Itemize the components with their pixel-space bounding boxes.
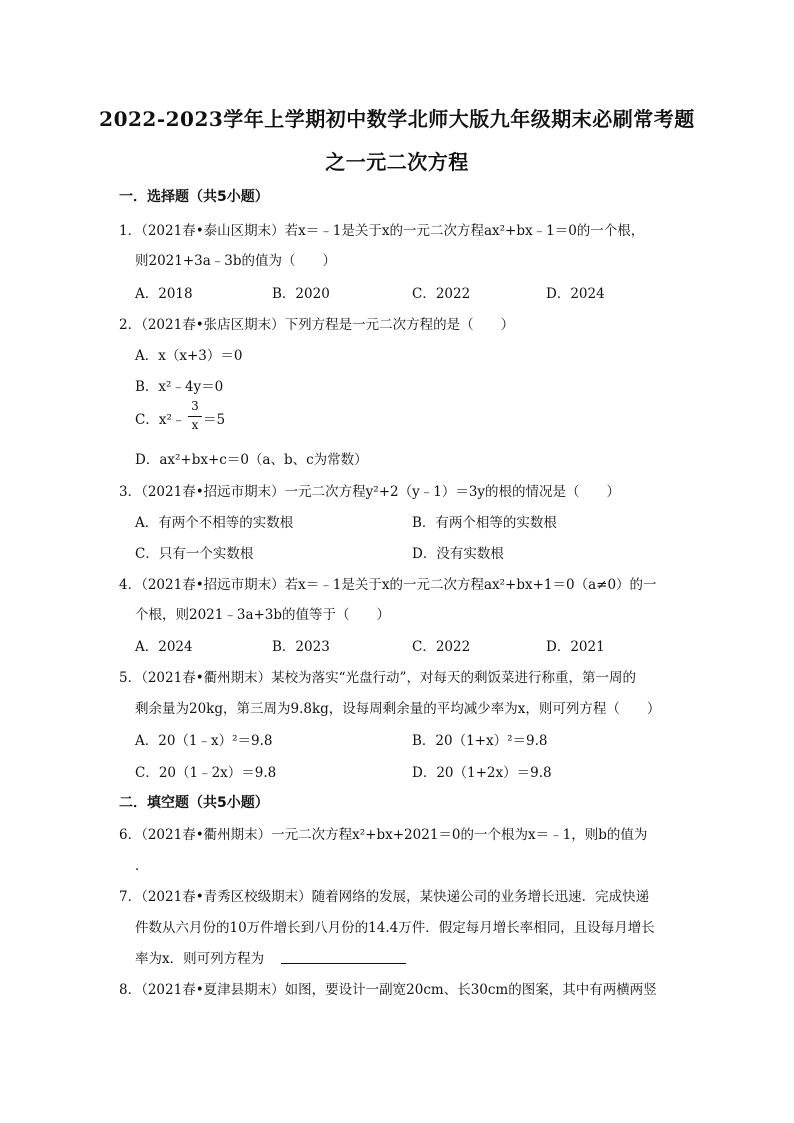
question-5-option-d: D．20（1+2x）＝9.8 <box>412 765 552 781</box>
question-4-option-c: C．2022 <box>412 639 471 655</box>
question-5-option-b: B．20（1+x）²＝9.8 <box>412 733 548 749</box>
document-title-line2: 之一元二次方程 <box>325 150 469 174</box>
question-2-option-c-prefix: C．x²﹣ <box>135 412 186 428</box>
question-2-option-a: A．x（x+3）＝0 <box>135 348 243 364</box>
question-2-fraction-denominator: x <box>191 418 199 432</box>
question-1-option-b: B．2020 <box>272 286 330 302</box>
question-2-option-c-suffix: ＝5 <box>203 412 226 428</box>
question-3-option-a: A．有两个不相等的实数根 <box>135 515 294 531</box>
question-5-option-c: C．20（1﹣2x）＝9.8 <box>135 765 277 781</box>
question-1-option-c: C．2022 <box>412 286 471 302</box>
question-1-option-d: D．2024 <box>546 286 605 302</box>
question-1-line1: 1．（2021春•泰山区期末）若x＝﹣1是关于x的一元二次方程ax²+bx﹣1＝0的一个根， <box>119 223 645 239</box>
question-3-option-d: D．没有实数根 <box>412 546 504 562</box>
question-6-line1: 6．（2021春•衢州期末）一元二次方程x²+bx+2021＝0的一个根为x＝﹣1，则b的值为 <box>119 827 648 843</box>
question-2-fraction-bar <box>188 416 202 417</box>
question-7-line3: 率为x．则可列方程为 <box>135 951 265 967</box>
question-5-line2: 剩余量为20kg，第三周为9.8kg，设每周剩余量的平均减少率为x，则可列方程（ ） <box>135 701 661 717</box>
question-3-option-b: B．有两个相等的实数根 <box>412 515 557 531</box>
question-3-line1: 3．（2021春•招远市期末）一元二次方程y²+2（y﹣1）＝3y的根的情况是（ ） <box>119 484 621 500</box>
question-2-line1: 2．（2021春•张店区期末）下列方程是一元二次方程的是（ ） <box>119 317 515 333</box>
question-4-option-b: B．2023 <box>272 639 330 655</box>
question-8-line1: 8．（2021春•夏津县期末）如图，要设计一副宽20cm、长30cm的图案，其中有两横两竖 <box>119 982 657 998</box>
question-7-line1: 7．（2021春•青秀区校级期末）随着网络的发展，某快递公司的业务增长迅速．完成快递 <box>119 889 650 905</box>
question-1-option-a: A．2018 <box>135 286 193 302</box>
question-4-line2: 个根，则2021﹣3a+3b的值等于（ ） <box>135 607 391 623</box>
question-4-option-a: A．2024 <box>135 639 193 655</box>
question-6-line2: ． <box>135 858 149 874</box>
question-2-fraction-numerator: 3 <box>191 399 199 413</box>
question-4-option-d: D．2021 <box>546 639 605 655</box>
section-heading-fill: 二．填空题（共5小题） <box>119 795 269 811</box>
question-5-option-a: A．20（1﹣x）²＝9.8 <box>135 733 273 749</box>
question-4-line1: 4．（2021春•招远市期末）若x＝﹣1是关于x的一元二次方程ax²+bx+1＝0（a≠0）的一 <box>119 577 657 593</box>
question-2-option-d: D．ax²+bx+c＝0（a、b、c为常数） <box>135 452 368 468</box>
document-title-line1: 2022-2023学年上学期初中数学北师大版九年级期末必刷常考题 <box>99 107 695 131</box>
question-7-answer-blank <box>281 963 406 964</box>
question-5-line1: 5．（2021春•衢州期末）某校为落实“光盘行动”，对每天的剩饭菜进行称重，第一周的 <box>119 670 636 686</box>
section-heading-choice: 一．选择题（共5小题） <box>119 189 269 205</box>
question-3-option-c: C．只有一个实数根 <box>135 546 254 562</box>
question-7-line2: 件数从六月份的10万件增长到八月份的14.4万件．假定每月增长率相同，且设每月增长 <box>135 920 655 936</box>
question-1-line2: 则2021+3a﹣3b的值为（ ） <box>135 253 337 269</box>
question-2-option-b: B．x²﹣4y＝0 <box>135 379 224 395</box>
